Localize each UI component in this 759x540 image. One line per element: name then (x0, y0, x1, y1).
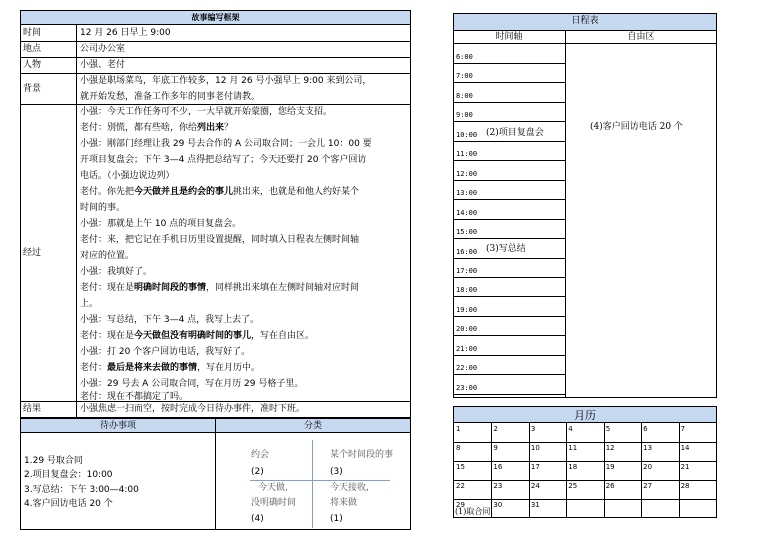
calendar-day[interactable]: 31 (530, 501, 540, 509)
row-label-place: 地点 (23, 44, 42, 54)
timeline-hour-line (454, 199, 565, 200)
timeline-hour-line (454, 374, 565, 375)
row-label-result: 结果 (23, 404, 42, 414)
timeline-hour-label: 8:00 (456, 91, 473, 100)
schedule-panel (453, 13, 717, 398)
timeline-hour-label: 18:00 (456, 286, 478, 295)
quadrant-4-label: 没明确时间 (251, 498, 297, 508)
timeline-hour-label: 23:00 (456, 383, 478, 392)
quadrant-2-number: (2) (251, 467, 264, 477)
row-label-time: 时间 (23, 28, 42, 38)
schedule-col-free: 自由区 (627, 32, 655, 42)
process-line: 小强：今天工作任务可不少，一大早就开始蒙圈，您给支支招。 (80, 107, 333, 117)
timeline-hour-line (454, 316, 565, 317)
calendar-day[interactable]: 23 (493, 482, 503, 490)
todo-item: 4.客户回访电话 20 个 (24, 499, 113, 509)
row-value-result: 小强焦虑一扫而空，按时完成今日待办事件，准时下班。 (80, 404, 306, 414)
quadrant-axis-v (312, 440, 313, 528)
calendar-day[interactable]: 26 (605, 482, 615, 490)
timeline-hour-line (454, 394, 565, 395)
schedule-entry-meeting: (2)项目复盘会 (486, 128, 544, 138)
timeline-hour-label: 17:00 (456, 266, 478, 275)
timeline-hour-line (454, 82, 565, 83)
timeline-hour-label: 10:00 (456, 130, 478, 139)
process-line: 小强：我填好了。 (80, 267, 153, 277)
timeline-hour-line (454, 219, 565, 220)
quadrant-4-label: 今天做, (258, 483, 288, 493)
schedule-title: 日程表 (571, 16, 599, 26)
todo-item: 1.29 号取合同 (24, 456, 83, 466)
calendar-day[interactable]: 22 (456, 482, 465, 490)
row-label-background: 背景 (23, 84, 42, 94)
schedule-col-timeline: 时间轴 (495, 32, 523, 42)
row-value-place: 公司办公室 (80, 44, 126, 54)
calendar-day[interactable]: 10 (530, 444, 540, 452)
calendar-title: 月历 (574, 409, 596, 422)
calendar-day[interactable]: 17 (530, 463, 540, 471)
calendar-day[interactable]: 16 (493, 463, 503, 471)
calendar-day[interactable]: 30 (493, 501, 503, 509)
calendar-entry-29: (1)取合同 (455, 507, 491, 516)
row-value-time: 12 月 26 日早上 9:00 (80, 28, 171, 38)
timeline-hour-line (454, 296, 565, 297)
calendar-day[interactable]: 13 (643, 444, 653, 452)
timeline-hour-line (454, 102, 565, 103)
categories-panel (215, 418, 411, 530)
timeline-hour-label: 12:00 (456, 169, 478, 178)
timeline-hour-label: 15:00 (456, 228, 478, 237)
quadrant-1-number: (1) (330, 514, 343, 524)
row-value-people: 小强、老付 (80, 60, 126, 70)
quadrant-4-number: (4) (251, 514, 264, 524)
quadrant-2-label: 约会 (251, 450, 270, 460)
process-line: 小强：刚部门经理让我 29 号去合作的 A 公司取合同；一会儿 10：00 要 (80, 139, 372, 149)
timeline-hour-line (454, 277, 565, 278)
timeline-hour-line (454, 141, 565, 142)
timeline-hour-label: 22:00 (456, 364, 478, 373)
row-label-process: 经过 (23, 248, 42, 258)
background-line-1: 小强是职场菜鸟，年底工作较多，12 月 26 号小强早上 9:00 来到公司， (80, 76, 372, 86)
timeline-hour-line (454, 180, 565, 181)
calendar-col-line (566, 423, 567, 518)
process-line: 小强：那就是上午 10 点的项目复盘会。 (80, 219, 242, 229)
timeline-hour-label: 16:00 (456, 247, 478, 256)
timeline-hour-label: 20:00 (456, 325, 478, 334)
timeline-hour-label: 19:00 (456, 305, 478, 314)
quadrant-axis-h (250, 480, 390, 481)
timeline-hour-line (454, 238, 565, 239)
timeline-hour-label: 21:00 (456, 344, 478, 353)
calendar-day[interactable]: 8 (456, 444, 461, 452)
quadrant-1-label: 今天接收, (330, 483, 369, 493)
timeline-hour-label: 6:00 (456, 53, 473, 61)
calendar-day[interactable]: 18 (568, 463, 578, 471)
schedule-entry-summary: (3)写总结 (486, 244, 526, 254)
process-line: 老付：最后是将来去做的事情，写在月历中。 (80, 363, 261, 373)
calendar-day[interactable]: 3 (530, 425, 536, 433)
process-line: 老付：现在不都搞定了吗。 (80, 392, 189, 402)
todo-item: 2.项目复盘会：10:00 (24, 470, 113, 480)
schedule-entry-free: (4)客户回访电话 20 个 (590, 122, 683, 132)
calendar-day[interactable]: 12 (605, 444, 615, 452)
calendar-col-line (679, 423, 680, 518)
process-line: 小强：打 20 个客户回访电话，我写好了。 (80, 347, 251, 357)
calendar-day[interactable]: 24 (530, 482, 540, 490)
process-line: 老付：别慌，都有些啥，你给列出来？ (80, 123, 234, 133)
categories-header: 分类 (303, 421, 322, 431)
timeline-hour-label: 14:00 (456, 208, 478, 217)
calendar-day[interactable]: 6 (643, 425, 648, 433)
calendar-day[interactable]: 1 (456, 425, 461, 433)
timeline-hour-line (454, 160, 565, 161)
calendar-day[interactable]: 11 (568, 444, 578, 452)
timeline-hour-label: 7:00 (456, 72, 473, 81)
calendar-day[interactable]: 5 (605, 425, 611, 433)
quadrant-3-number: (3) (330, 467, 343, 477)
timeline-hour-line (454, 63, 565, 64)
calendar-day[interactable]: 4 (568, 425, 573, 433)
todo-header: 待办事项 (99, 421, 136, 431)
calendar-day[interactable]: 27 (643, 482, 653, 490)
calendar-day[interactable]: 19 (605, 463, 615, 471)
calendar-row-line (454, 461, 716, 462)
quadrant-3-label: 某个时间段的事 (330, 450, 394, 460)
calendar-row-line (454, 442, 716, 443)
timeline-hour-line (454, 121, 565, 122)
row-label-people: 人物 (23, 60, 42, 70)
calendar-col-line (604, 423, 605, 518)
process-line: 老付：现在是明确时间段的事情，同样挑出来填在左侧时间轴对应时间 (80, 283, 360, 293)
process-line: 开项目复盘会；下午 3—4 点得把总结写了；今天还要打 20 个客户回访 (80, 155, 367, 165)
quadrant-1-label: 将来做 (330, 498, 358, 508)
calendar-day[interactable]: 20 (643, 463, 653, 471)
calendar-day[interactable]: 7 (680, 425, 686, 433)
calendar-day[interactable]: 29 (456, 501, 465, 509)
process-line: 上。 (80, 299, 99, 309)
process-line: 对应的位置。 (80, 251, 135, 261)
calendar-day[interactable]: 14 (680, 444, 690, 452)
framework-title: 故事编写框架 (191, 13, 240, 22)
calendar-col-line (491, 423, 492, 518)
timeline-hour-label: 11:00 (456, 150, 478, 159)
process-line: 小强：写总结，下午 3—4 点，我写上去了。 (80, 315, 260, 325)
timeline-hour-line (454, 355, 565, 356)
timeline-hour-label: 13:00 (456, 189, 478, 198)
calendar-col-line (529, 423, 530, 518)
timeline-hour-line (454, 335, 565, 336)
calendar-day[interactable]: 2 (493, 425, 498, 433)
process-line: 电话。（小强边说边列） (80, 171, 175, 181)
calendar-col-line (641, 423, 642, 518)
todo-item: 3.写总结：下午 3:00—4:00 (24, 485, 139, 495)
process-line: 时间的事。 (80, 203, 126, 213)
timeline-hour-label: 9:00 (456, 111, 473, 120)
calendar-day[interactable]: 9 (493, 444, 498, 452)
calendar-row-line (454, 499, 716, 500)
process-line: 老付。你先把今天做并且是约会的事儿挑出来，也就是和他人约好某个 (80, 187, 360, 197)
process-line: 老付：现在是今天做但没有明确时间的事儿，写在自由区。 (80, 331, 315, 341)
process-line: 小强：29 号去 A 公司取合同，写在月历 29 号格子里。 (80, 379, 304, 389)
calendar-day[interactable]: 15 (456, 463, 465, 471)
calendar-row-line (454, 480, 716, 481)
process-line: 老付：来，把它记在手机日历里设置提醒，同时填入日程表左侧时间轴 (80, 235, 360, 245)
timeline-hour-line (454, 258, 565, 259)
calendar-day[interactable]: 21 (680, 463, 690, 471)
calendar-day[interactable]: 28 (680, 482, 690, 490)
calendar-day[interactable]: 25 (568, 482, 578, 490)
background-line-2: 就开始发愁，准备工作多年的同事老付请教。 (80, 92, 261, 102)
